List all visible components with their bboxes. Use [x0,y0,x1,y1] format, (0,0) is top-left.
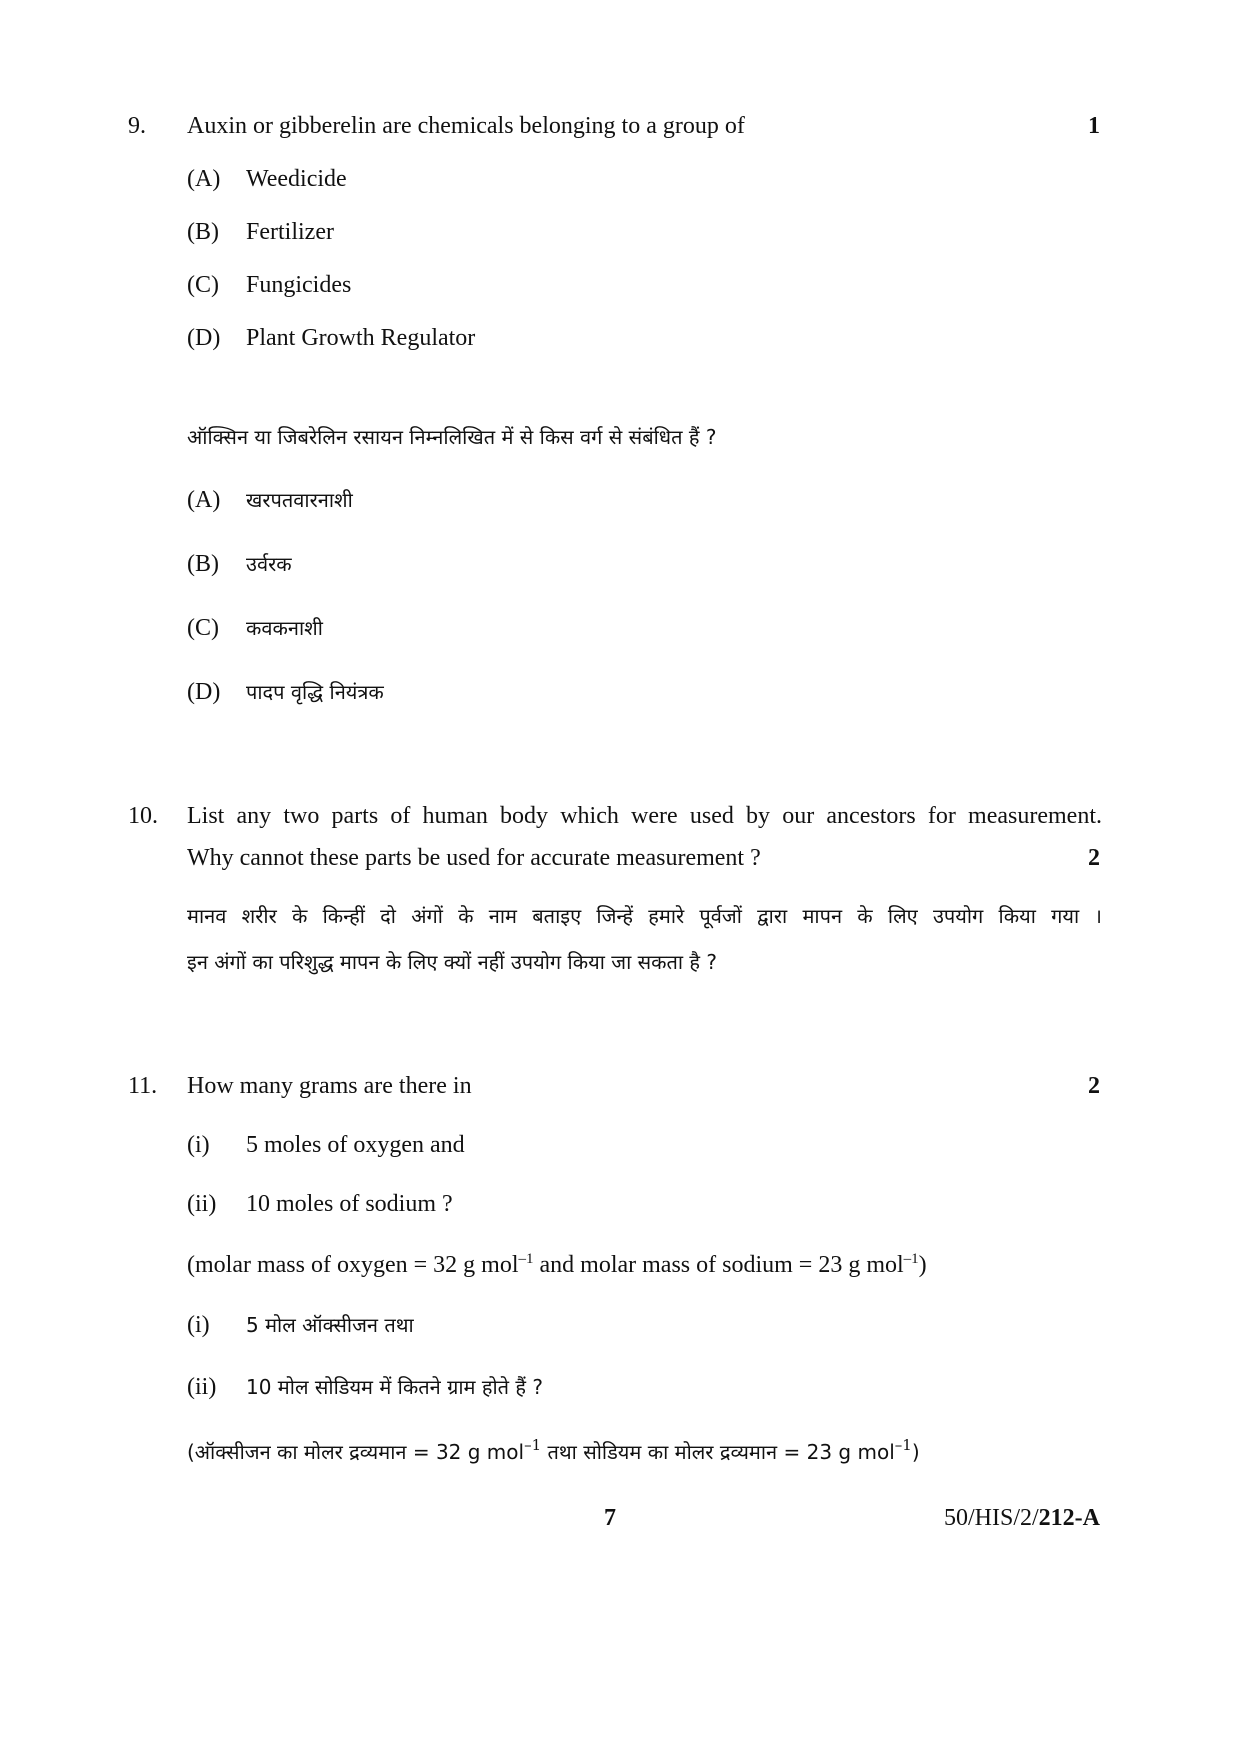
q9-option-b-hindi-label: (B) [187,551,219,577]
q11-question: How many grams are there in [187,1073,472,1099]
q11-part-ii: 10 moles of sodium ? [246,1191,453,1217]
q9-option-b-label: (B) [187,219,219,245]
q11-molar-mass-note-hindi [187,1437,920,1467]
q9-option-a: Weedicide [246,166,347,192]
q11-part-ii-label: (ii) [187,1191,217,1217]
q9-question-hindi: ऑक्सिन या जिबरेलिन रसायन निम्नलिखित में से किस वर्ग से संबंधित हैं ? [187,425,717,449]
paper-code-suffix: 212-A [1038,1505,1100,1531]
q11-molar-sup2: –1 [903,1251,919,1267]
q9-option-d-hindi-label: (D) [187,679,221,705]
page-number: 7 [604,1505,616,1531]
paper-code [944,1503,1100,1533]
q11-part-ii-hindi-label: (ii) [187,1374,217,1400]
q9-option-c: Fungicides [246,272,352,298]
q10-hindi-line1: मानव शरीर के किन्हीं दो अंगों के नाम बताइए जिन्हें हमारे पूर्वजों द्वारा मापन के लिए उपयोग किया गया । [187,904,1102,928]
q11-part-ii-hindi: 10 मोल सोडियम में कितने ग्राम होते हैं ? [246,1375,544,1399]
q9-number: 9. [128,113,146,139]
q9-option-c-hindi-label: (C) [187,615,219,641]
q10-number: 10. [128,803,158,829]
q9-option-b-hindi: उर्वरक [246,552,292,576]
q11-molar-b: and molar mass of sodium = 23 g mol [533,1252,904,1278]
q11-marks: 2 [1088,1073,1100,1099]
q11-molar-hi-sup1: –1 [524,1436,542,1454]
q9-option-d: Plant Growth Regulator [246,325,476,351]
q11-part-i-hindi: 5 मोल ऑक्सीजन तथा [246,1313,414,1337]
q10-question-line1: List any two parts of human body which were used by our ancestors for measurement. [187,803,1102,829]
q11-part-i-label: (i) [187,1132,210,1158]
q11-molar-sup1: –1 [518,1251,534,1267]
q9-option-b: Fertilizer [246,219,334,245]
q11-molar-hi-c: ) [911,1440,920,1464]
q10-question-line2: Why cannot these parts be used for accurate measurement ? [187,845,761,871]
q11-part-i: 5 moles of oxygen and [246,1132,465,1158]
q11-part-i-hindi-label: (i) [187,1312,210,1338]
q9-option-c-hindi: कवकनाशी [246,616,323,640]
q9-option-a-hindi: खरपतवारनाशी [246,488,353,512]
q9-question: Auxin or gibberelin are chemicals belonging to a group of [187,113,745,139]
q9-option-d-label: (D) [187,325,221,351]
q11-molar-mass-note [187,1250,927,1280]
q10-marks: 2 [1088,845,1100,871]
q9-marks: 1 [1088,113,1100,139]
q11-molar-a: (molar mass of oxygen = 32 g mol [187,1252,519,1278]
q11-molar-hi-b: तथा सोडियम का मोलर द्रव्यमान = 23 g mol [541,1440,895,1464]
q9-option-d-hindi: पादप वृद्धि नियंत्रक [246,680,384,704]
q9-option-c-label: (C) [187,272,219,298]
q11-molar-hi-sup2: –1 [894,1436,912,1454]
q11-molar-hi-a: (ऑक्सीजन का मोलर द्रव्यमान = 32 g mol [187,1440,525,1464]
q9-option-a-label: (A) [187,166,221,192]
q11-number: 11. [128,1073,158,1099]
q9-option-a-hindi-label: (A) [187,487,221,513]
q11-molar-c: ) [918,1252,927,1278]
q10-hindi-line2: इन अंगों का परिशुद्ध मापन के लिए क्यों नहीं उपयोग किया जा सकता है ? [187,950,718,974]
paper-code-prefix: 50/HIS/2/ [943,1505,1039,1531]
